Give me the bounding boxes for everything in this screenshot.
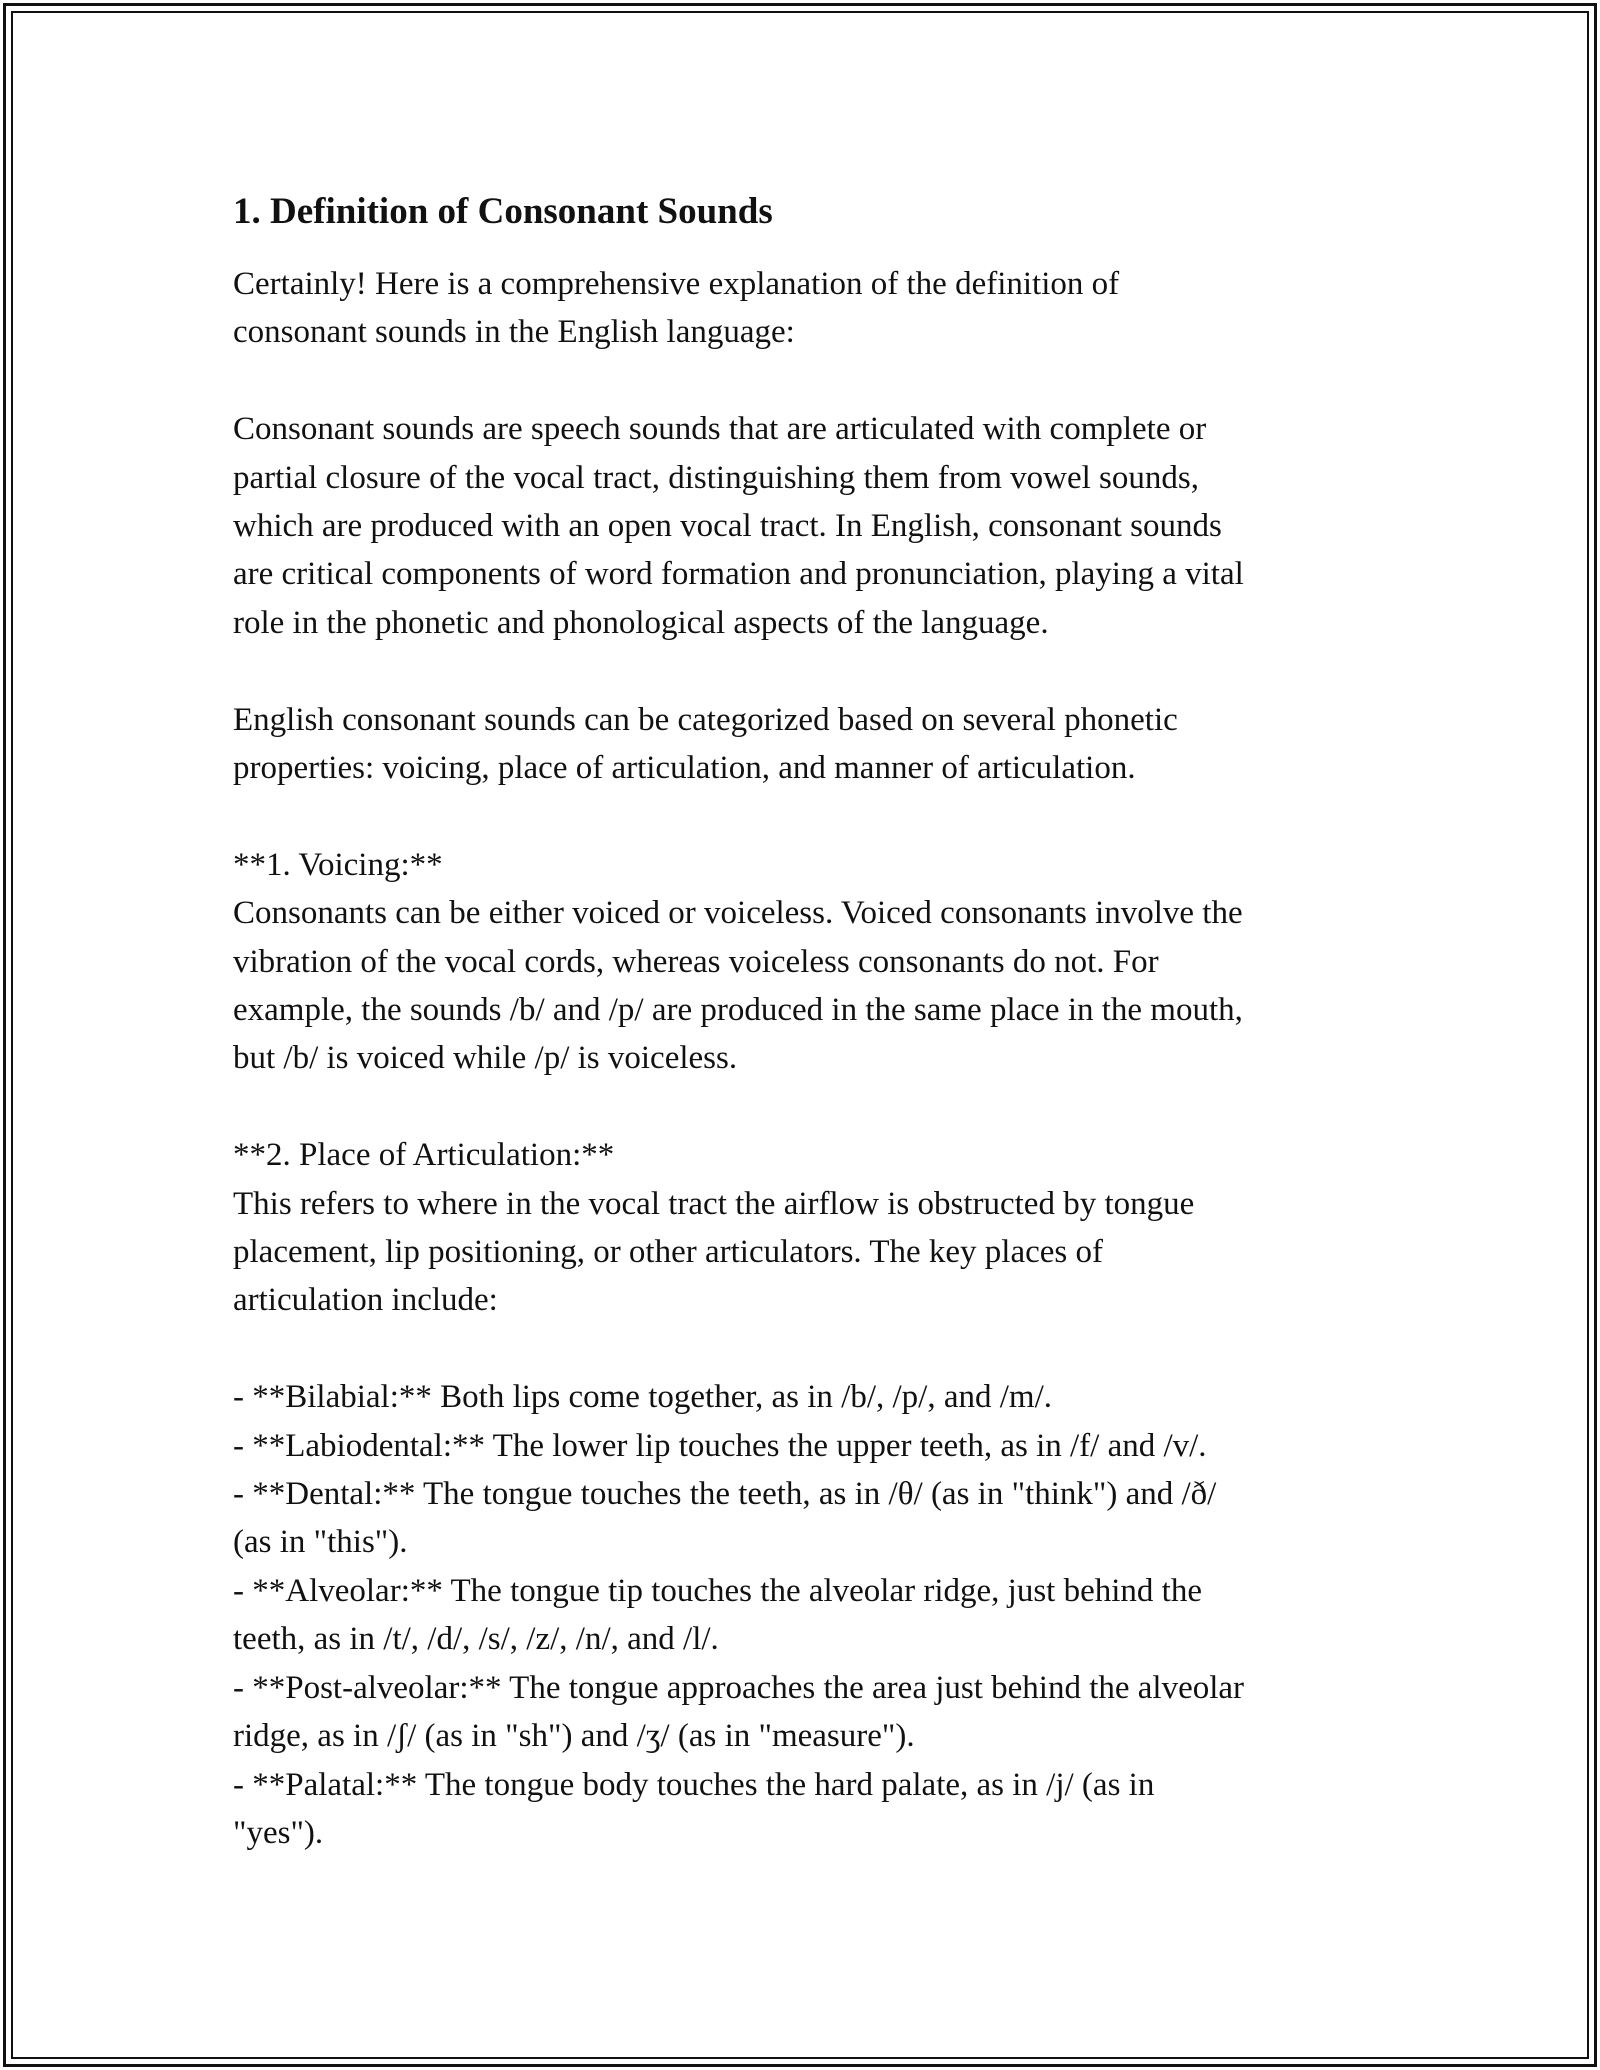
text-line: Certainly! Here is a comprehensive explanation of the definition of <box>233 266 1120 302</box>
text-line: but /b/ is voiced while /p/ is voiceless. <box>233 1040 738 1077</box>
page-title: 1. Definition of Consonant Sounds <box>233 191 773 232</box>
text-line: partial closure of the vocal tract, distinguishing them from vowel sounds, <box>233 459 1199 496</box>
text-line: example, the sounds /b/ and /p/ are produced in the same place in the mouth, <box>233 992 1243 1029</box>
text-line: are critical components of word formation and pronunciation, playing a vital <box>233 556 1244 593</box>
list-item: - **Alveolar:** The tongue tip touches the alveolar ridge, just behind the <box>233 1572 1202 1609</box>
section-heading-voicing: **1. Voicing:** <box>233 846 443 883</box>
list-item: - **Post-alveolar:** The tongue approaches the area just behind the alveolar <box>233 1669 1245 1706</box>
list-item: - **Labiodental:** The lower lip touches the upper teeth, as in /f/ and /v/. <box>233 1427 1207 1464</box>
text-line: role in the phonetic and phonological aspects of the language. <box>233 604 1049 641</box>
categories-paragraph <box>233 696 1373 793</box>
list-item-continuation: ridge, as in /ʃ/ (as in "sh") and /ʒ/ (as in "measure"). <box>233 1718 915 1755</box>
places-list <box>233 1373 1373 1857</box>
list-item-continuation: (as in "this"). <box>233 1524 408 1561</box>
text-line: vibration of the vocal cords, whereas voiceless consonants do not. For <box>233 943 1159 980</box>
document-content <box>233 186 1373 1906</box>
text-line: English consonant sounds can be categorized based on several phonetic <box>233 701 1178 738</box>
text-line: Consonant sounds are speech sounds that are articulated with complete or <box>233 411 1207 448</box>
text-line: properties: voicing, place of articulation, and manner of articulation. <box>233 750 1136 787</box>
list-item: - **Bilabial:** Both lips come together, as in /b/, /p/, and /m/. <box>233 1379 1052 1416</box>
text-line: articulation include: <box>233 1282 498 1319</box>
section-heading-place: **2. Place of Articulation:** <box>233 1137 615 1174</box>
list-item-continuation: teeth, as in /t/, /d/, /s/, /z/, /n/, and /l/. <box>233 1621 719 1658</box>
place-section <box>233 1131 1373 1325</box>
text-line: which are produced with an open vocal tract. In English, consonant sounds <box>233 508 1222 545</box>
definition-paragraph <box>233 405 1373 647</box>
text-line: placement, lip positioning, or other articulators. The key places of <box>233 1234 1103 1271</box>
intro-paragraph <box>233 260 1373 357</box>
list-item-continuation: "yes"). <box>233 1814 324 1851</box>
text-line: This refers to where in the vocal tract the airflow is obstructed by tongue <box>233 1185 1195 1222</box>
text-line: consonant sounds in the English language: <box>233 314 795 351</box>
list-item: - **Palatal:** The tongue body touches the hard palate, as in /j/ (as in <box>233 1766 1155 1803</box>
voicing-section <box>233 841 1373 1083</box>
text-line: Consonants can be either voiced or voiceless. Voiced consonants involve the <box>233 895 1243 932</box>
list-item: - **Dental:** The tongue touches the teeth, as in /θ/ (as in "think") and /ð/ <box>233 1476 1217 1513</box>
